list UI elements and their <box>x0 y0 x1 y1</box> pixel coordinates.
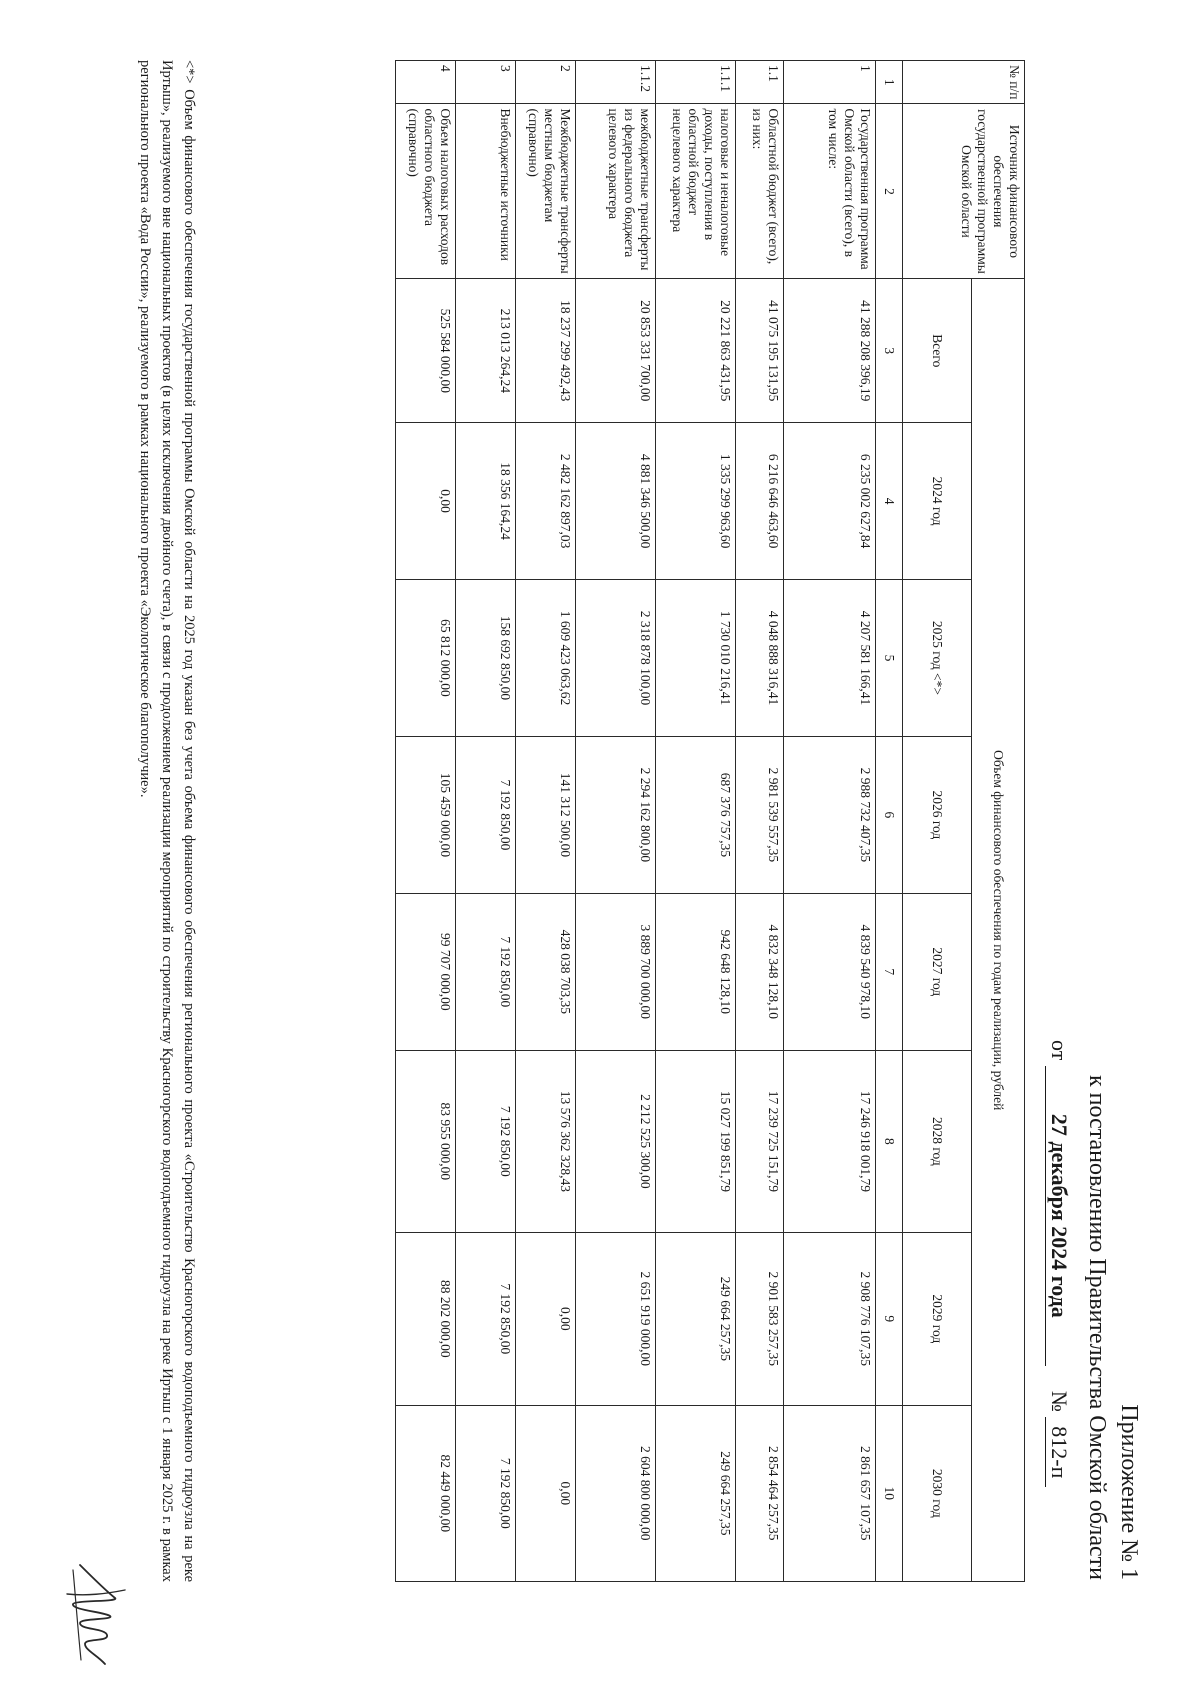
row-value: 2 482 162 897,03 <box>516 423 576 580</box>
column-index-cell: 5 <box>876 580 903 737</box>
row-value: 158 692 850,00 <box>456 580 516 737</box>
table-row <box>456 61 516 1582</box>
table-row <box>784 61 876 1582</box>
row-value: 88 202 000,00 <box>396 1233 456 1406</box>
row-number: 1.1.2 <box>576 61 656 104</box>
row-value: 249 664 257,35 <box>656 1233 736 1406</box>
row-value: 18 356 164,24 <box>456 423 516 580</box>
row-value: 7 192 850,00 <box>456 1233 516 1406</box>
appendix-title: Приложение № 1 <box>1116 1404 1142 1580</box>
row-value: 4 832 348 128,10 <box>736 893 784 1050</box>
column-index-cell: 1 <box>876 61 903 104</box>
row-value: 0,00 <box>516 1405 576 1581</box>
column-header-group: Объем финансового обеспечения по годам реализации, рублей <box>972 279 1025 1582</box>
row-value: 41 075 195 131,95 <box>736 279 784 423</box>
financing-table <box>395 60 1025 1582</box>
column-header-year: 2027 год <box>903 893 972 1050</box>
row-value: 3 889 700 000,00 <box>576 893 656 1050</box>
row-value: 2 294 162 800,00 <box>576 736 656 893</box>
resolution-reference: к постановлению Правительства Омской области <box>1084 1074 1110 1580</box>
row-number: 1 <box>784 61 876 104</box>
column-header-year: 2024 год <box>903 423 972 580</box>
row-value: 2 901 583 257,35 <box>736 1233 784 1406</box>
row-value: 13 576 362 328,43 <box>516 1050 576 1232</box>
row-value: 249 664 257,35 <box>656 1405 736 1581</box>
row-source: Областной бюджет (всего), из них: <box>736 104 784 279</box>
column-header-year: 2026 год <box>903 736 972 893</box>
number-prefix: № <box>1047 1390 1072 1412</box>
row-number: 4 <box>396 61 456 104</box>
row-value: 2 981 539 557,35 <box>736 736 784 893</box>
row-value: 20 853 331 700,00 <box>576 279 656 423</box>
column-header-year: 2028 год <box>903 1050 972 1232</box>
row-value: 2 604 800 000,00 <box>576 1405 656 1581</box>
column-header-source: Источник финансового обеспечения государственной программы Омской области <box>903 104 1025 279</box>
column-index-cell: 9 <box>876 1233 903 1406</box>
date-prefix: от <box>1047 1040 1072 1061</box>
resolution-date: 27 декабря 2024 года <box>1045 1066 1072 1366</box>
row-value: 942 648 128,10 <box>656 893 736 1050</box>
table-header-row <box>972 61 1025 1582</box>
row-value: 6 235 002 627,84 <box>784 423 876 580</box>
row-value: 20 221 863 431,95 <box>656 279 736 423</box>
table-year-row <box>903 61 972 1582</box>
row-value: 18 237 299 492,43 <box>516 279 576 423</box>
row-value: 687 376 757,35 <box>656 736 736 893</box>
resolution-number: 812-п <box>1045 1417 1072 1487</box>
row-value: 7 192 850,00 <box>456 893 516 1050</box>
column-header-year: 2030 год <box>903 1405 972 1581</box>
row-value: 83 955 000,00 <box>396 1050 456 1232</box>
row-value: 2 212 525 300,00 <box>576 1050 656 1232</box>
column-header-year: 2029 год <box>903 1233 972 1406</box>
row-value: 0,00 <box>516 1233 576 1406</box>
column-index-cell: 10 <box>876 1405 903 1581</box>
column-header-number: № п/п <box>903 61 1025 104</box>
row-number: 3 <box>456 61 516 104</box>
row-value: 99 707 000,00 <box>396 893 456 1050</box>
table-row <box>656 61 736 1582</box>
column-index-cell: 8 <box>876 1050 903 1232</box>
column-index-cell: 6 <box>876 736 903 893</box>
row-number: 1.1 <box>736 61 784 104</box>
row-value: 65 812 000,00 <box>396 580 456 737</box>
column-index-cell: 7 <box>876 893 903 1050</box>
row-value: 4 839 540 978,10 <box>784 893 876 1050</box>
table-row <box>736 61 784 1582</box>
row-value: 82 449 000,00 <box>396 1405 456 1581</box>
row-value: 17 246 918 001,79 <box>784 1050 876 1232</box>
resolution-date-number <box>1045 1040 1072 1640</box>
table-row <box>576 61 656 1582</box>
row-value: 525 584 000,00 <box>396 279 456 423</box>
row-value: 4 207 581 166,41 <box>784 580 876 737</box>
column-index-cell: 2 <box>876 104 903 279</box>
row-value: 6 216 646 463,60 <box>736 423 784 580</box>
row-value: 7 192 850,00 <box>456 1050 516 1232</box>
footnote: <*> Объем финансового обеспечения государственной программы Омской области на 2025 год указан без учета объема финансового обеспечения регионального проекта «Строительство Красногорского водоподъемного гидроузла на реке Иртыш», реализуемого вне национальных проектов (в целях исключения двойного счета), в связи с продолжением реализации мероприятий по строительству Красногорского водоподъемного гидроузла на реке Иртыш с 1 января 2025 г. в рамках регионального проекта «Вода России», реализуемого в рамках национального проекта «Экологическое благополучие». <box>137 60 197 1582</box>
row-value: 428 038 703,35 <box>516 893 576 1050</box>
row-value: 7 192 850,00 <box>456 736 516 893</box>
column-index-cell: 4 <box>876 423 903 580</box>
row-value: 41 288 208 396,19 <box>784 279 876 423</box>
column-header-year: Всего <box>903 279 972 423</box>
row-value: 2 318 878 100,00 <box>576 580 656 737</box>
table-row <box>396 61 456 1582</box>
row-value: 2 651 919 000,00 <box>576 1233 656 1406</box>
column-index-cell: 3 <box>876 279 903 423</box>
row-value: 1 335 299 963,60 <box>656 423 736 580</box>
signature <box>55 1560 135 1670</box>
row-value: 7 192 850,00 <box>456 1405 516 1581</box>
table-index-row <box>876 61 903 1582</box>
row-value: 17 239 725 151,79 <box>736 1050 784 1232</box>
row-source: Внебюджетные источники <box>456 104 516 279</box>
row-value: 4 881 346 500,00 <box>576 423 656 580</box>
row-number: 1.1.1 <box>656 61 736 104</box>
row-value: 1 609 423 063,62 <box>516 580 576 737</box>
row-source: Объем налоговых расходов областного бюджета (справочно) <box>396 104 456 279</box>
row-value: 4 048 888 316,41 <box>736 580 784 737</box>
column-header-year: 2025 год <*> <box>903 580 972 737</box>
row-source: Межбюджетные трансферты местным бюджетам (справочно) <box>516 104 576 279</box>
row-value: 2 908 776 107,35 <box>784 1233 876 1406</box>
row-source: межбюджетные трансферты из федерального бюджета целевого характера <box>576 104 656 279</box>
table-row <box>516 61 576 1582</box>
row-number: 2 <box>516 61 576 104</box>
row-source: налоговые и неналоговые доходы, поступления в областной бюджет нецелевого характера <box>656 104 736 279</box>
row-value: 213 013 264,24 <box>456 279 516 423</box>
row-value: 2 854 464 257,35 <box>736 1405 784 1581</box>
row-value: 15 027 199 851,79 <box>656 1050 736 1232</box>
row-value: 105 459 000,00 <box>396 736 456 893</box>
row-source: Государственная программа Омской области (всего), в том числе: <box>784 104 876 279</box>
row-value: 1 730 010 216,41 <box>656 580 736 737</box>
row-value: 2 861 657 107,35 <box>784 1405 876 1581</box>
row-value: 2 988 732 407,35 <box>784 736 876 893</box>
row-value: 141 312 500,00 <box>516 736 576 893</box>
row-value: 0,00 <box>396 423 456 580</box>
